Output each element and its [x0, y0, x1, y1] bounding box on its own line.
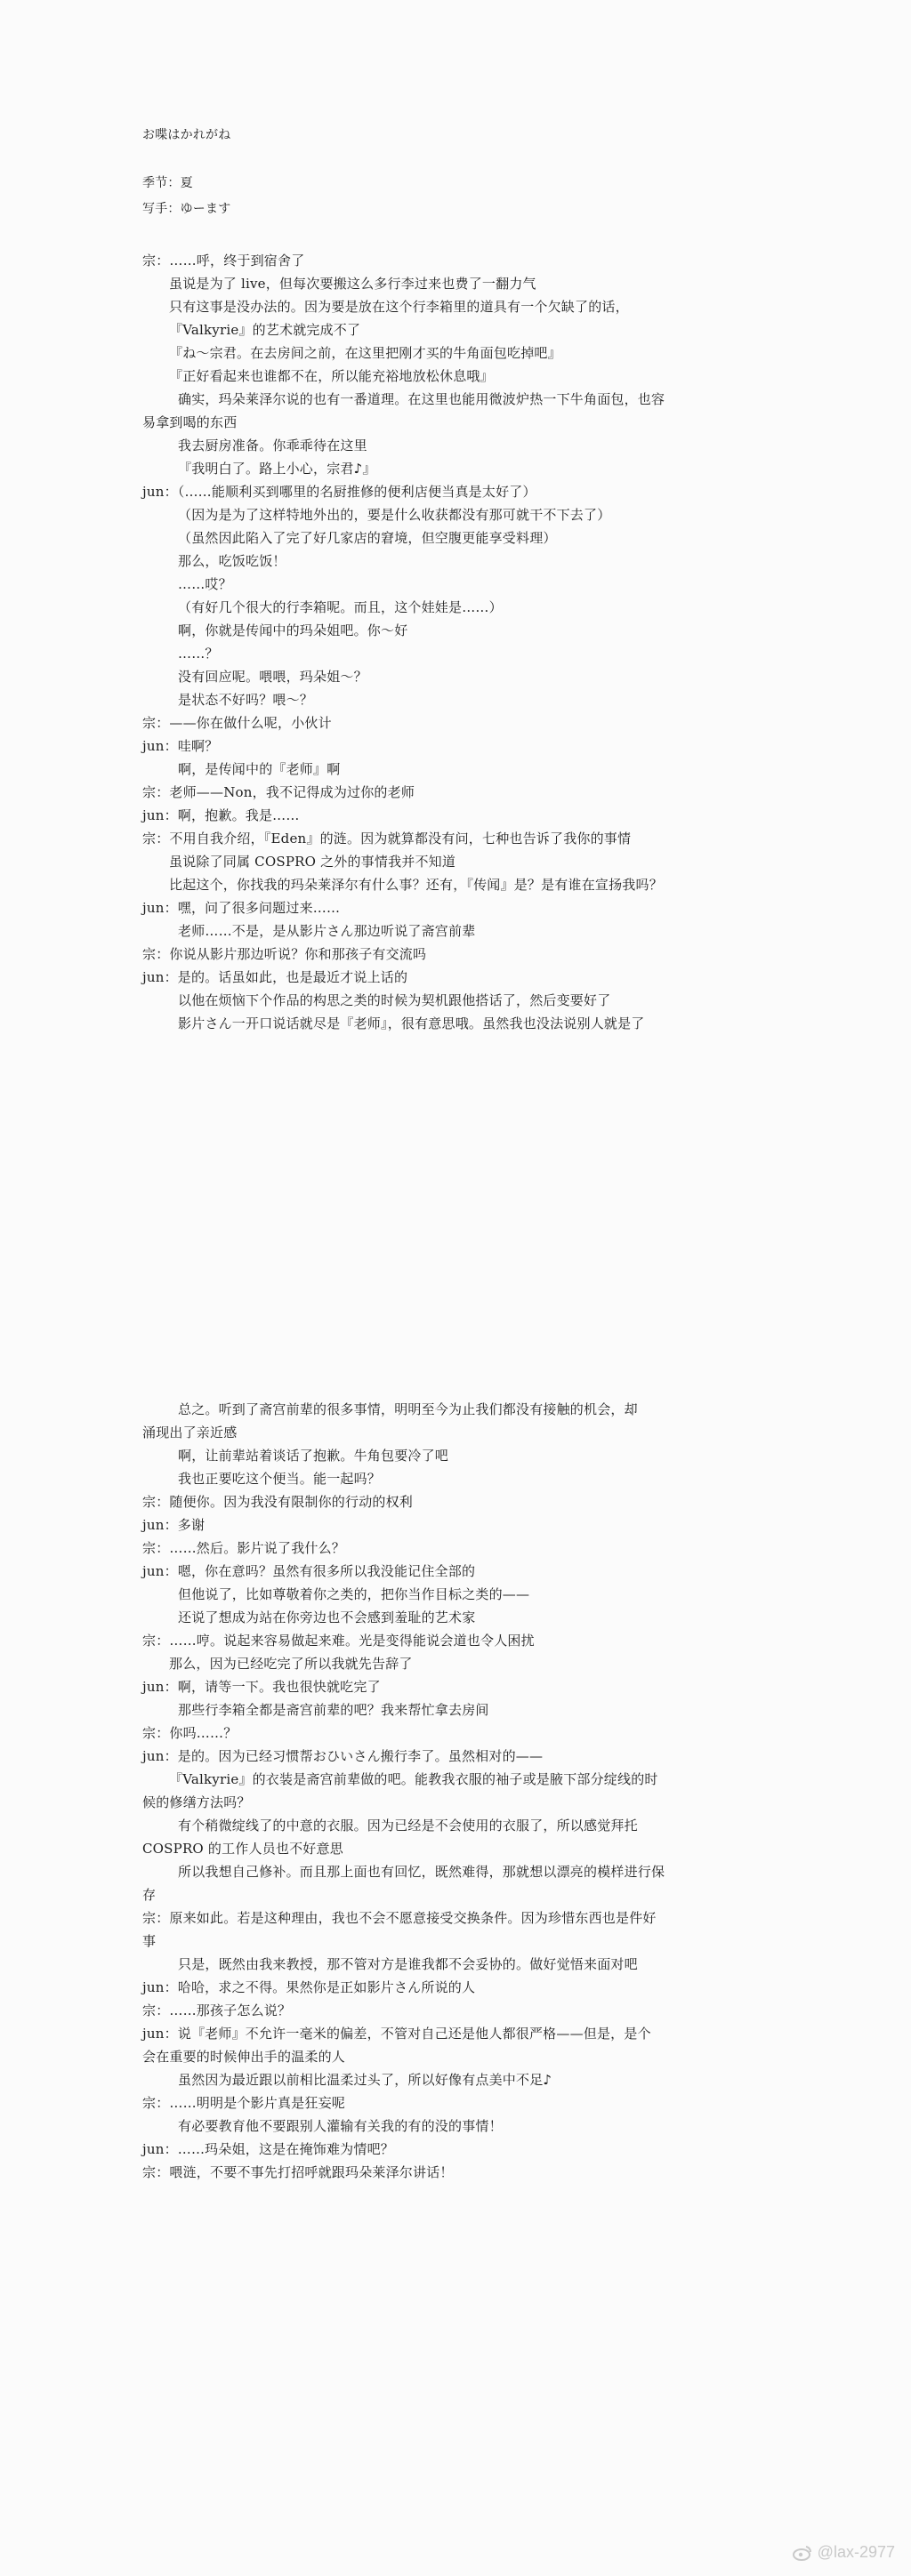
dialogue-line: jun：嗯，你在意吗？虽然有很多所以我没能记住全部的 [142, 1563, 476, 1579]
dialogue-line: （虽然因此陷入了完了好几家店的窘境，但空腹更能享受料理） [178, 530, 557, 546]
dialogue-line: 有个稍微绽线了的中意的衣服。因为已经是不会使用的衣服了，所以感觉拜托 [178, 1818, 638, 1834]
dialogue-line: 会在重要的时候伸出手的温柔的人 [142, 2049, 346, 2065]
dialogue-line: 总之。听到了斋宫前辈的很多事情，明明至今为止我们都没有接触的机会，却 [178, 1401, 638, 1417]
dialogue-line: 但他说了，比如尊敬着你之类的，把你当作目标之类的—— [178, 1586, 530, 1602]
dialogue-line: 虽说除了同属 COSPRO 之外的事情我并不知道 [169, 854, 456, 870]
dialogue-line: 宗：……呼，终于到宿舍了 [142, 253, 305, 269]
story-title: お喋はかれがね [142, 128, 231, 142]
dialogue-line: 『正好看起来也谁都不在，所以能充裕地放松休息哦』 [169, 368, 494, 384]
dialogue-line: 虽然因为最近跟以前相比温柔过头了，所以好像有点美中不足♪ [178, 2072, 552, 2088]
dialogue-line: 我也正要吃这个便当。能一起吗？ [178, 1471, 382, 1487]
dialogue-line: jun：哈哈，求之不得。果然你是正如影片さん所说的人 [142, 1979, 476, 1995]
dialogue-line: 宗：老师——Non，我不记得成为过你的老师 [142, 784, 415, 800]
dialogue-line: 老师……不是，是从影片さん那边听说了斋宫前辈 [178, 923, 476, 939]
dialogue-line: jun：哇啊？ [142, 738, 219, 754]
watermark [793, 2543, 895, 2562]
dialogue-line: 存 [142, 1887, 157, 1903]
dialogue-line: jun：嘿，问了很多问题过来…… [142, 900, 341, 916]
dialogue-line: 宗：你说从影片那边听说？你和那孩子有交流吗 [142, 946, 427, 962]
dialogue-line: 啊，让前辈站着谈话了抱歉。牛角包要冷了吧 [178, 1448, 449, 1464]
dialogue-line: ……？ [178, 646, 219, 662]
dialogue-line: 虽说是为了 live，但每次要搬这么多行李过来也费了一翻力气 [169, 276, 536, 292]
dialogue-line: 啊，是传闻中的『老师』啊 [178, 761, 341, 777]
season-label: 季节：夏 [142, 176, 193, 190]
dialogue-line: 『我明白了。路上小心，宗君♪』 [178, 461, 376, 477]
writer-label: 写手：ゆーます [142, 202, 231, 216]
dialogue-line: （有好几个很大的行李箱呢。而且，这个娃娃是……） [178, 599, 503, 615]
dialogue-line: jun：啊，抱歉。我是…… [142, 807, 300, 823]
dialogue-line: 影片さん一开口说话就尽是『老师』，很有意思哦。虽然我也没法说别人就是了 [178, 1015, 645, 1031]
weibo-icon [793, 2545, 812, 2561]
dialogue-line: 那么，因为已经吃完了所以我就先告辞了 [169, 1656, 413, 1672]
dialogue-line: jun：说『老师』不允许一毫米的偏差，不管对自己还是他人都很严格——但是，是个 [142, 2026, 651, 2042]
dialogue-line: 以他在烦恼下个作品的构思之类的时候为契机跟他搭话了，然后变要好了 [178, 992, 611, 1008]
dialogue-line: 比起这个，你找我的玛朵莱泽尔有什么事？还有，『传闻』是？是有谁在宣扬我吗？ [169, 877, 663, 893]
dialogue-line: 只有这事是没办法的。因为要是放在这个行李箱里的道具有一个欠缺了的话， [169, 299, 629, 315]
dialogue-line: 『Valkyrie』的艺术就完成不了 [169, 322, 361, 338]
dialogue-line: 有必要教育他不要跟别人灌输有关我的有的没的事情！ [178, 2118, 503, 2134]
dialogue-line: jun：多谢 [142, 1517, 206, 1533]
dialogue-line: 那么，吃饭吃饭！ [178, 553, 286, 569]
dialogue-line: 『ね～宗君。在去房间之前，在这里把刚才买的牛角面包吃掉吧』 [169, 345, 561, 361]
dialogue-line: 只是，既然由我来教授，那不管对方是谁我都不会妥协的。做好觉悟来面对吧 [178, 1956, 638, 1972]
dialogue-line: 宗：……哼。说起来容易做起来难。光是变得能说会道也令人困扰 [142, 1633, 535, 1649]
watermark-text: @lax-2977 [817, 2543, 895, 2561]
dialogue-line: jun：啊，请等一下。我也很快就吃完了 [142, 1679, 381, 1695]
dialogue-line: 是状态不好吗？喂～？ [178, 692, 314, 708]
dialogue-line: 事 [142, 1933, 157, 1949]
dialogue-line: jun：……玛朵姐，这是在掩饰难为情吧？ [142, 2141, 394, 2157]
dialogue-line: 『Valkyrie』的衣装是斋宫前辈做的吧。能教我衣服的袖子或是腋下部分绽线的时 [169, 1771, 658, 1787]
dialogue-line: 候的修缮方法吗？ [142, 1794, 251, 1810]
dialogue-line: 啊，你就是传闻中的玛朵姐吧。你～好 [178, 622, 408, 638]
dialogue-line: jun：（……能顺利买到哪里的名厨推修的便利店便当真是太好了） [142, 484, 536, 500]
dialogue-line: 宗：……然后。影片说了我什么？ [142, 1540, 346, 1556]
dialogue-line: 易拿到喝的东西 [142, 414, 238, 430]
dialogue-line: 我去厨房准备。你乖乖待在这里 [178, 437, 367, 453]
dialogue-line: 宗：……那孩子怎么说？ [142, 2002, 292, 2018]
dialogue-line: 还说了想成为站在你旁边也不会感到羞耻的艺术家 [178, 1609, 476, 1625]
dialogue-line: 宗：——你在做什么呢，小伙计 [142, 715, 332, 731]
dialogue-line: 宗：喂涟，不要不事先打招呼就跟玛朵莱泽尔讲话！ [142, 2164, 454, 2180]
dialogue-line: 确实，玛朵莱泽尔说的也有一番道理。在这里也能用微波炉热一下牛角面包，也容 [178, 391, 665, 407]
dialogue-line: 那些行李箱全都是斋宫前辈的吧？我来帮忙拿去房间 [178, 1702, 489, 1718]
dialogue-line: 宗：……明明是个影片真是狂妄呢 [142, 2095, 346, 2111]
dialogue-line: 没有回应呢。喂喂，玛朵姐～？ [178, 669, 367, 685]
dialogue-line: 所以我想自己修补。而且那上面也有回忆，既然难得，那就想以漂亮的模样进行保 [178, 1864, 665, 1880]
dialogue-line: 宗：你吗……？ [142, 1725, 238, 1741]
dialogue-line: 涌现出了亲近感 [142, 1424, 238, 1440]
dialogue-line: jun：是的。因为已经习惯帮おひいさん搬行李了。虽然相对的—— [142, 1748, 544, 1764]
dialogue-line: 宗：随便你。因为我没有限制你的行动的权利 [142, 1494, 414, 1510]
dialogue-line: 宗：不用自我介绍，『Eden』的涟。因为就算都没有问，七种也告诉了我你的事情 [142, 831, 632, 847]
dialogue-line: 宗：原来如此。若是这种理由，我也不会不愿意接受交换条件。因为珍惜东西也是件好 [142, 1910, 657, 1926]
dialogue-line: （因为是为了这样特地外出的，要是什么收获都没有那可就干不下去了） [178, 507, 611, 523]
dialogue-line: ……哎？ [178, 576, 232, 592]
dialogue-line: jun：是的。话虽如此，也是最近才说上话的 [142, 969, 408, 985]
dialogue-line: COSPRO 的工作人员也不好意思 [142, 1841, 343, 1857]
